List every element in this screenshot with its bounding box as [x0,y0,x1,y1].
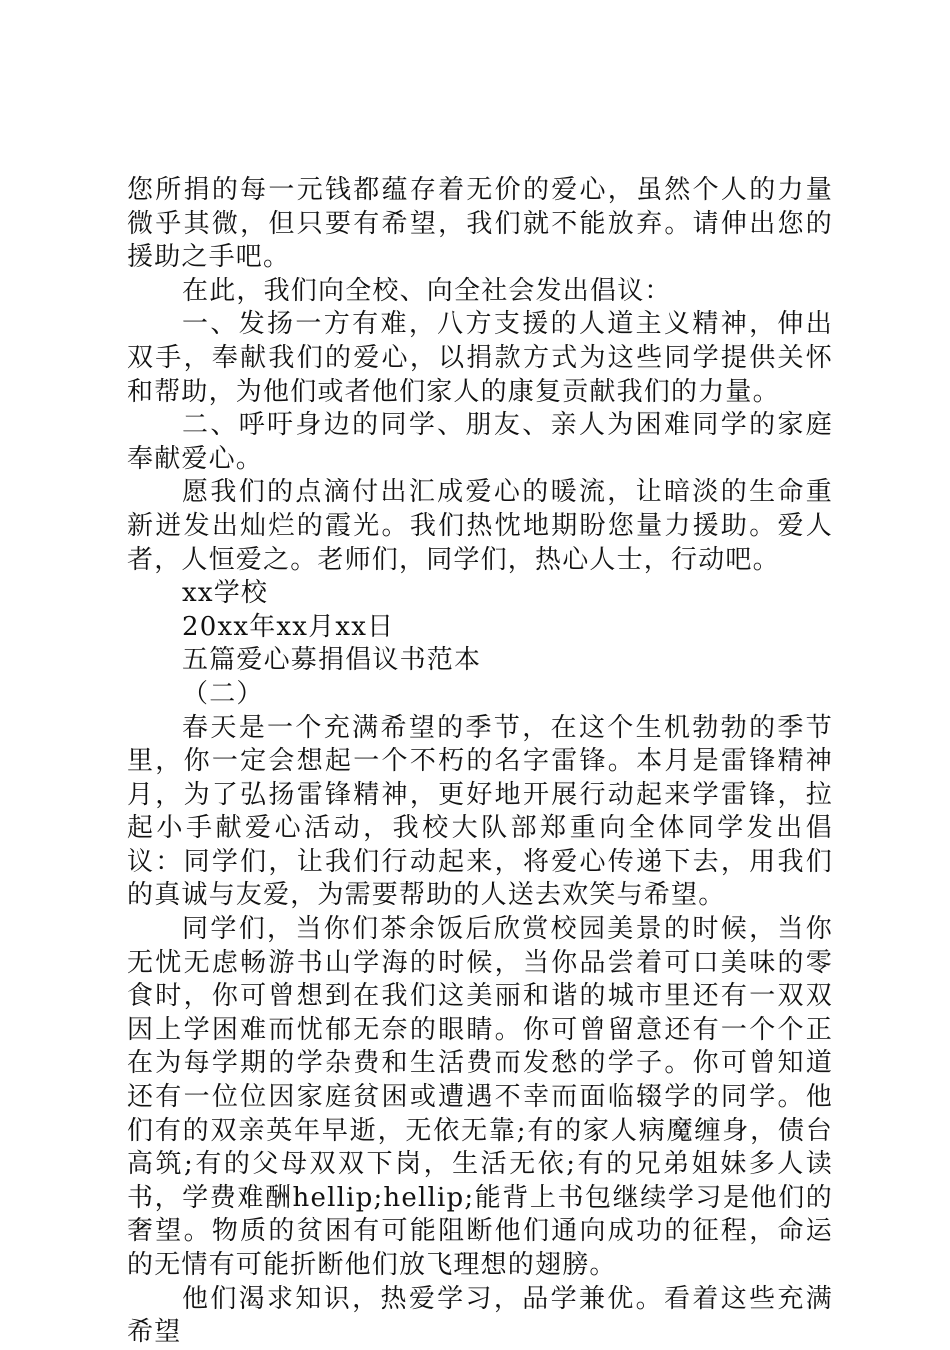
paragraph-closing: 愿我们的点滴付出汇成爱心的暖流，让暗淡的生命重新迸发出灿烂的霞光。我们热忱地期盼您量力援助。爱人者，人恒爱之。老师们，同学们，热心人士，行动吧。 [127,477,833,575]
paragraph-last: 他们渴求知识，热爱学习，品学兼优。看着这些充满希望 [127,1283,833,1348]
signature-school: xx学校 [182,578,269,609]
section-number: （二） [182,678,264,709]
paragraph-proposal-lead: 在此，我们向全校、向全社会发出倡议： [182,275,672,306]
paragraph-proposal-2: 二、呼吁身边的同学、朋友、亲人为困难同学的家庭奉献爱心。 [127,410,833,474]
section-title: 五篇爱心募捐倡议书范本 [182,645,482,676]
signature-date: 20xx年xx月xx日 [182,611,395,642]
paragraph-proposal-1: 一、发扬一方有难，八方支援的人道主义精神，伸出双手，奉献我们的爱心，以捐款方式为这些同学提供关怀和帮助，为他们或者他们家人的康复贡献我们的力量。 [127,309,833,407]
paragraph-students: 同学们，当你们茶余饭后欣赏校园美景的时候，当你无忧无虑畅游书山学海的时候，当你品尝着可口美味的零食时，你可曾想到在我们这美丽和谐的城市里还有一双双因上学困难而忧郁无奈的眼睛。你可曾留意还有一个个正在为每学期的学杂费和生活费而发愁的学子。你可曾知道还有一位位因家庭贫困或遭遇不幸而面临辍学的同学。他们有的双亲英年早逝，无依无靠;有的家人病魔缠身，债台高筑;有的父母双双下岗，生活无依;有的兄弟姐妹多人读书，学费难酬hellip;hellip;能背上书包继续学习是他们的奢望。物质的贫困有可能阻断他们通向成功的征程，命运的无情有可能折断他们放飞理想的翅膀。 [127,914,833,1280]
paragraph-spring: 春天是一个充满希望的季节，在这个生机勃勃的季节里，你一定会想起一个不朽的名字雷锋。本月是雷锋精神月，为了弘扬雷锋精神，更好地开展行动起来学雷锋，拉起小手献爱心活动，我校大队部郑重向全体同学发出倡议：同学们，让我们行动起来，将爱心传递下去，用我们的真诚与友爱，为需要帮助的人送去欢笑与希望。 [127,712,833,911]
document-body [127,174,833,1350]
paragraph-intro: 您所捐的每一元钱都蕴存着无价的爱心，虽然个人的力量微乎其微，但只要有希望，我们就不能放弃。请伸出您的援助之手吧。 [127,175,833,273]
